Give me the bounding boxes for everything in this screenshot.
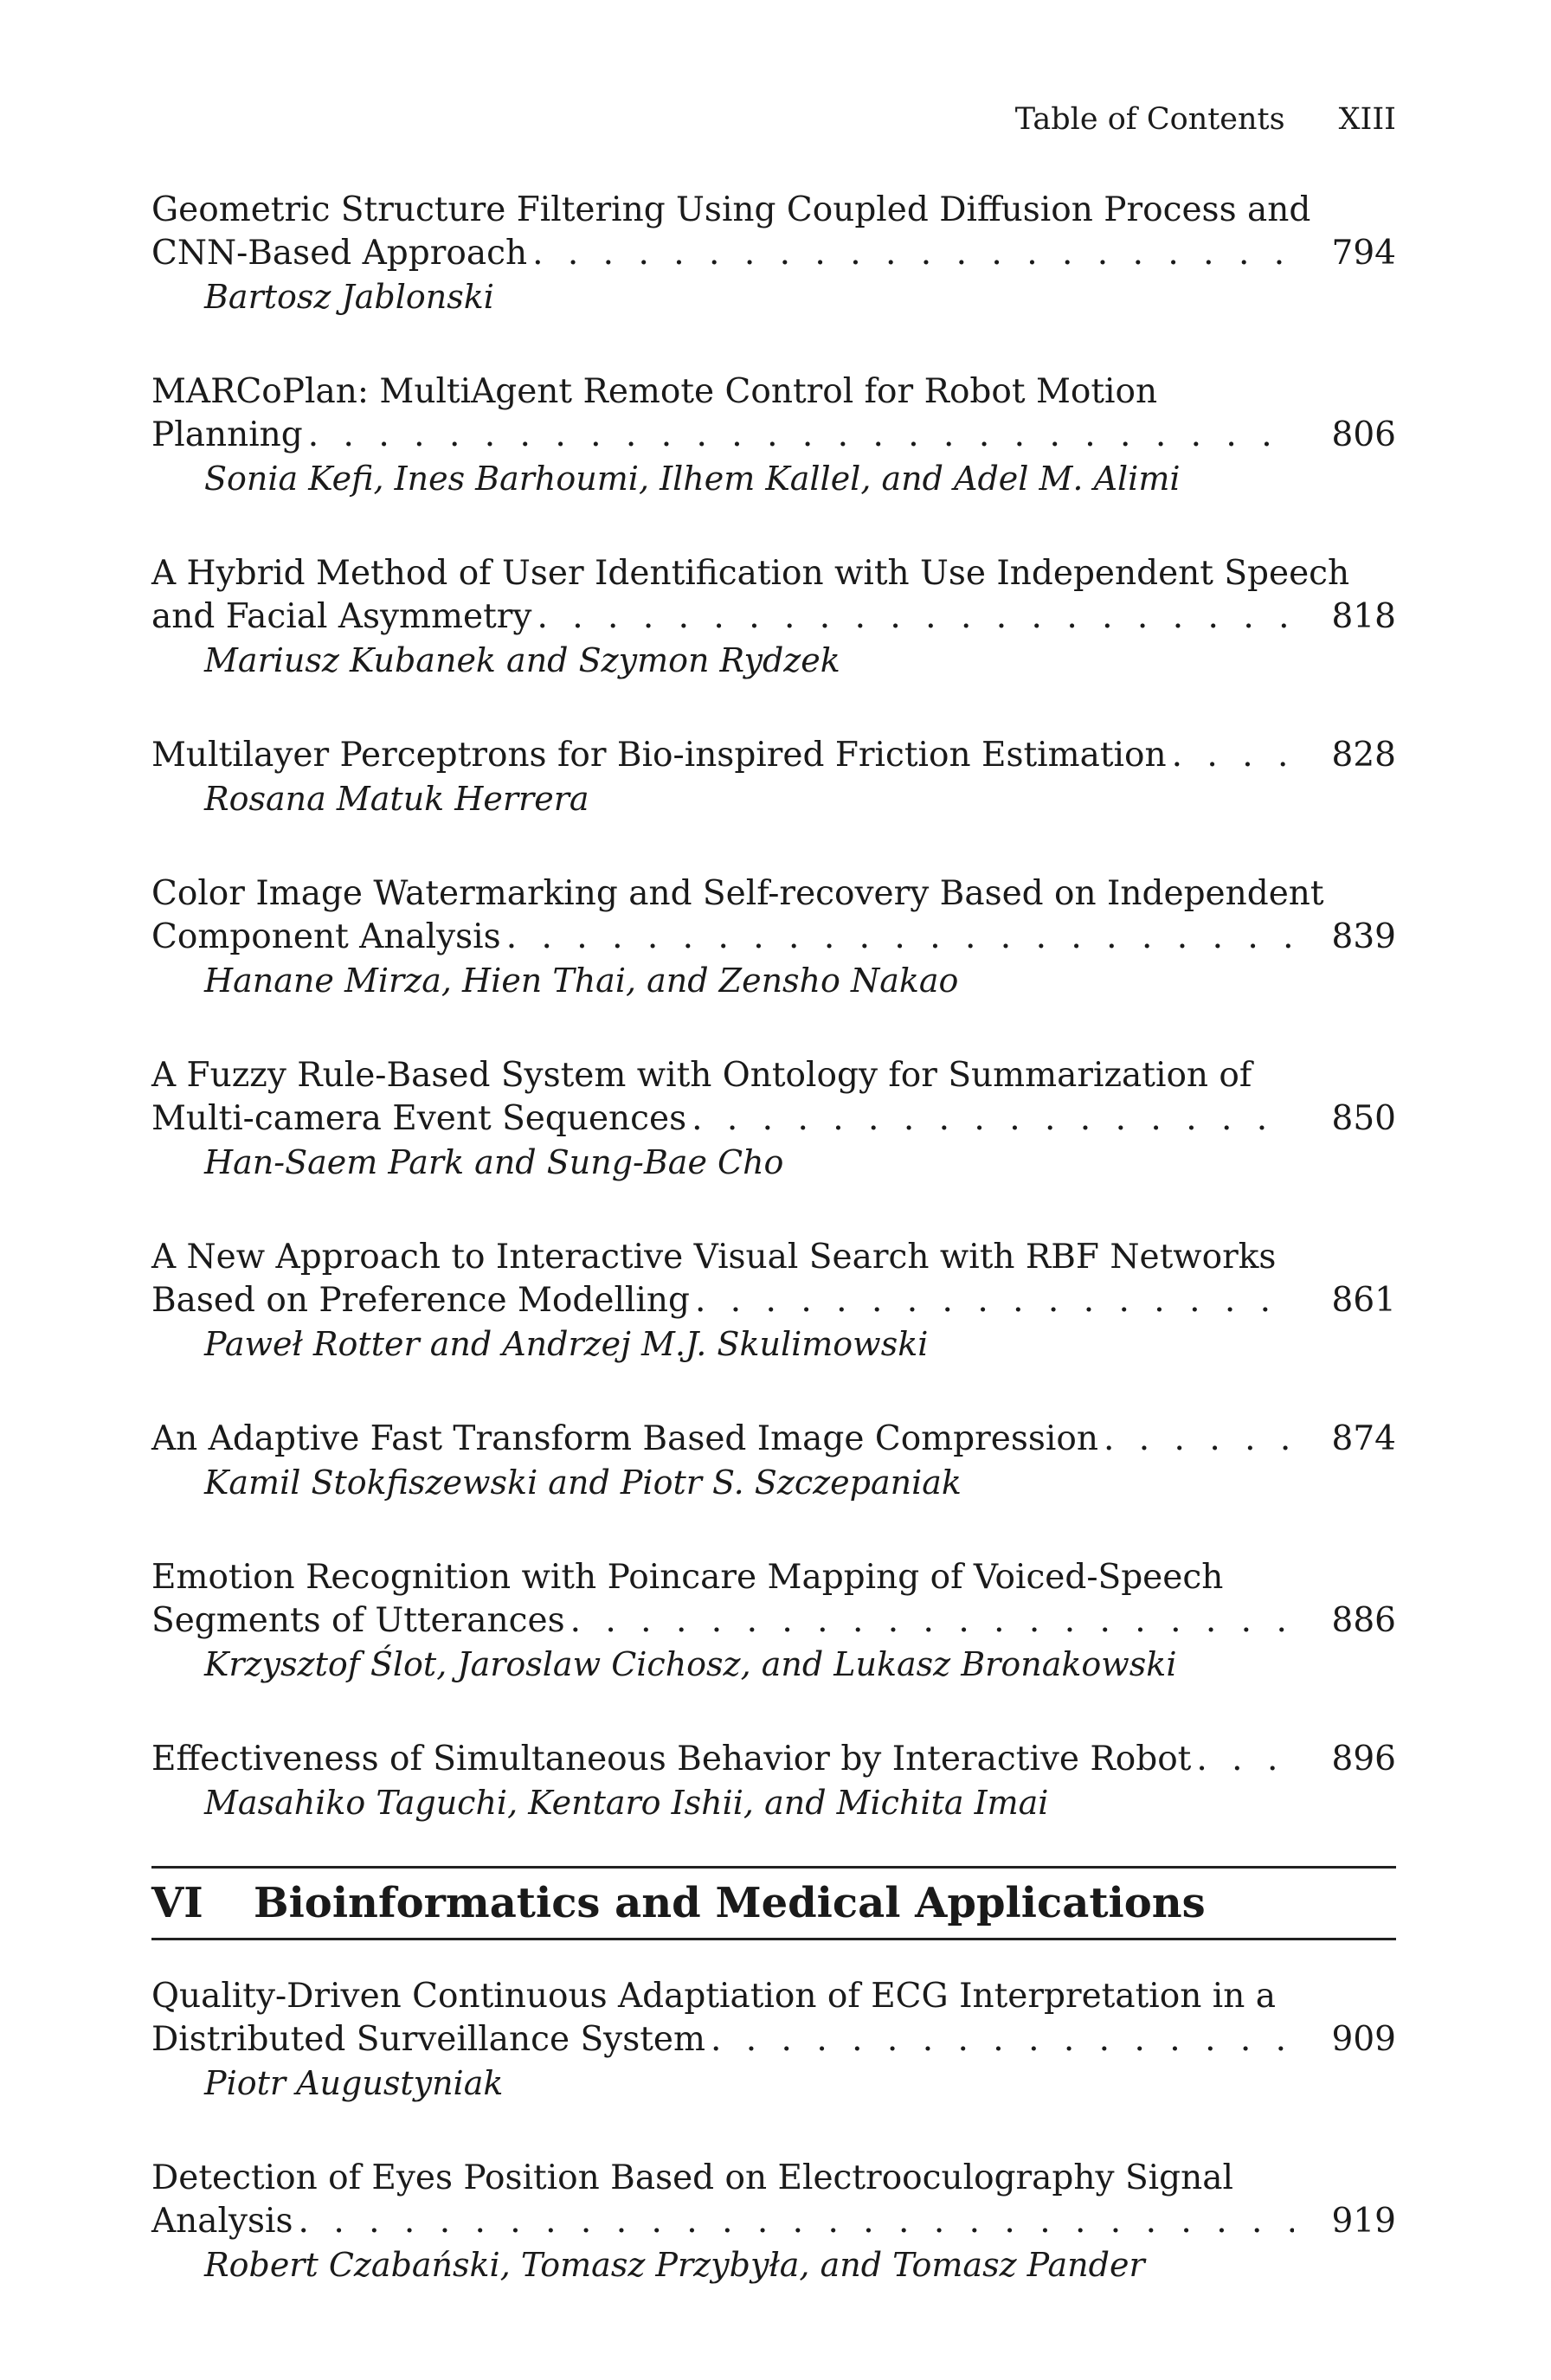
entry-title-text: Multi-camera Event Sequences [151,1099,687,1138]
entry-title-line: A New Approach to Interactive Visual Search with RBF Networks [151,1238,1277,1277]
running-head [1015,102,1396,137]
entry-title-last-line [151,2200,1396,2243]
toc-entry[interactable] [151,872,1396,1002]
toc-entry[interactable] [151,1556,1396,1686]
section-number: VI [151,1879,203,1927]
entry-authors: Piotr Augustyniak [204,2064,504,2102]
entry-title-text: An Adaptive Fast Transform Based Image Compression [151,1419,1098,1458]
entry-title-last-line [151,734,1396,777]
entry-title-last-line [151,1599,1396,1643]
dot-leader [532,232,1294,275]
entry-authors: Mariusz Kubanek and Szymon Rydzek [204,641,840,679]
dot-leader [1196,1738,1294,1781]
entry-title-last-line [151,232,1396,275]
entry-page-number: 818 [1331,597,1396,636]
entry-page-number: 850 [1331,1099,1396,1138]
toc-entry[interactable] [151,1054,1396,1184]
entry-title-line: A Hybrid Method of User Identification with Use Independent Speech [151,554,1350,593]
toc-entry[interactable] [151,1975,1396,2105]
dot-leader [537,595,1294,639]
entry-authors: Robert Czabański, Tomasz Przybyła, and Tomasz Pander [204,2246,1145,2284]
entry-title-line: Emotion Recognition with Poincare Mapping of Voiced-Speech [151,1558,1224,1597]
entry-title-last-line [151,1738,1396,1781]
toc-entry[interactable] [151,552,1396,682]
entry-title-last-line [151,916,1396,959]
dot-leader [506,916,1294,959]
entry-page-number: 896 [1331,1740,1396,1779]
entry-title-text: Analysis [151,2202,293,2241]
toc-entry[interactable] [151,1418,1396,1504]
dot-leader [711,2018,1294,2062]
toc-entry[interactable] [151,1236,1396,1366]
section-heading [151,1866,1396,1940]
dot-leader [308,414,1294,457]
entry-title-last-line [151,2018,1396,2062]
toc-entries-after-section [151,1975,1396,2287]
entry-page-number: 828 [1331,736,1396,775]
entry-title-last-line [151,414,1396,457]
entry-authors: Han-Saem Park and Sung-Bae Cho [204,1143,784,1181]
entry-title-line: MARCoPlan: MultiAgent Remote Control for Robot Motion [151,372,1158,411]
toc-entry[interactable] [151,1738,1396,1824]
entry-title-line: Color Image Watermarking and Self-recovery Based on Independent [151,874,1324,913]
entry-page-number: 806 [1331,415,1396,454]
entry-title-text: Effectiveness of Simultaneous Behavior by Interactive Robot [151,1740,1192,1779]
entry-title-line: Detection of Eyes Position Based on Electrooculography Signal [151,2158,1233,2197]
toc-entry[interactable] [151,189,1396,318]
entry-title-text: Multilayer Perceptrons for Bio-inspired Friction Estimation [151,736,1167,775]
entry-page-number: 861 [1331,1281,1396,1320]
entry-page-number: 909 [1331,2020,1396,2059]
toc-entry[interactable] [151,2157,1396,2287]
entry-authors: Kamil Stokfiszewski and Piotr S. Szczepaniak [204,1463,962,1502]
entry-authors: Bartosz Jablonski [204,278,494,316]
entry-title-last-line [151,595,1396,639]
entry-title-text: Segments of Utterances [151,1601,565,1640]
entry-title-text: Component Analysis [151,917,501,956]
dot-leader [1172,734,1294,777]
toc-entry[interactable] [151,734,1396,820]
toc-entries-before-section [151,189,1396,1824]
toc-entry[interactable] [151,370,1396,500]
entry-title-text: CNN-Based Approach [151,234,528,273]
entry-page-number: 874 [1331,1419,1396,1458]
entry-title-last-line [151,1097,1396,1141]
running-head-page-number: XIII [1338,102,1396,137]
entry-title-text: Planning [151,415,303,454]
entry-authors: Krzysztof Ślot, Jaroslaw Cichosz, and Lukasz Bronakowski [204,1645,1177,1683]
section-title: Bioinformatics and Medical Applications [254,1879,1206,1927]
entry-authors: Rosana Matuk Herrera [204,780,589,818]
entry-page-number: 886 [1331,1601,1396,1640]
entry-title-text: Based on Preference Modelling [151,1281,690,1320]
dot-leader [299,2200,1294,2243]
entry-authors: Sonia Kefi, Ines Barhoumi, Ilhem Kallel, and Adel M. Alimi [204,460,1181,498]
dot-leader [1104,1418,1294,1461]
entry-authors: Paweł Rotter and Andrzej M.J. Skulimowski [204,1325,929,1363]
entry-title-line: Quality-Driven Continuous Adaptiation of ECG Interpretation in a [151,1977,1276,2016]
entry-title-line: A Fuzzy Rule-Based System with Ontology for Summarization of [151,1056,1252,1095]
entry-page-number: 919 [1331,2202,1396,2241]
entry-authors: Masahiko Taguchi, Kentaro Ishii, and Michita Imai [204,1784,1049,1822]
entry-page-number: 839 [1331,917,1396,956]
entry-authors: Hanane Mirza, Hien Thai, and Zensho Nakao [204,962,959,1000]
entry-title-last-line [151,1418,1396,1461]
running-head-title: Table of Contents [1014,102,1285,137]
entry-title-text: Distributed Surveillance System [151,2020,705,2059]
toc-entries [151,189,1396,2287]
dot-leader [692,1097,1294,1141]
dot-leader [570,1599,1294,1643]
entry-page-number: 794 [1331,234,1396,273]
entry-title-last-line [151,1279,1396,1322]
entry-title-line: Geometric Structure Filtering Using Coupled Diffusion Process and [151,190,1311,229]
entry-title-text: and Facial Asymmetry [151,597,532,636]
dot-leader [695,1279,1294,1322]
